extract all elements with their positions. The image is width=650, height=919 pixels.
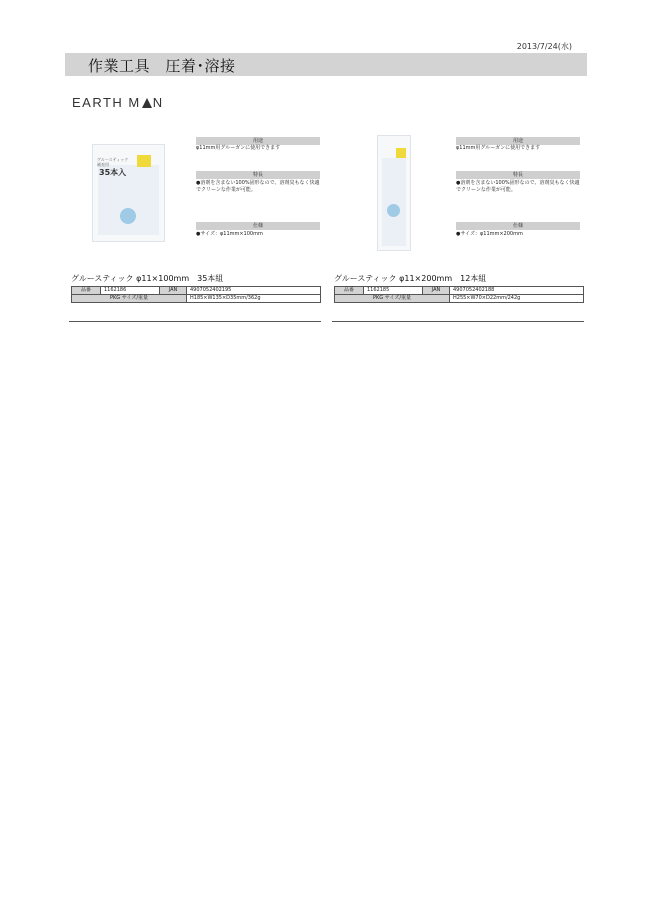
spec-header: 仕様 xyxy=(196,222,320,230)
product-photo xyxy=(377,135,411,251)
features-text: ●溶剤を含まない100%固形なので、溶剤臭もなく快適でクリーンな作業が可能。 xyxy=(456,180,580,193)
pkg-size: H185×W135×D35mm/362g xyxy=(187,295,321,303)
uses-header: 用途 xyxy=(456,137,580,145)
product-info-table xyxy=(334,286,584,303)
jan-code: 4907052402195 xyxy=(187,287,321,295)
product-name: グルースティック φ11×100mm 35本組 xyxy=(71,274,224,283)
pkg-label: PKG サイズ/重量 xyxy=(72,295,187,303)
product-info-table xyxy=(71,286,321,303)
uses-text: φ11mm用グルーガンに使用できます xyxy=(456,145,541,151)
divider xyxy=(332,321,584,322)
code-label: 品番 xyxy=(335,287,364,295)
product-photo: グルースティック 補充用 35本入 xyxy=(92,144,165,242)
jan-label: JAN xyxy=(160,287,187,295)
uses-text: φ11mm用グルーガンに使用できます xyxy=(196,145,281,151)
date-stamp: 2013/7/24(水) xyxy=(516,42,572,51)
features-text: ●溶剤を含まない100%固形なので、溶剤臭もなく快適でクリーンな作業が可能。 xyxy=(196,180,320,193)
pkg-size: H255×W70×D22mm/242g xyxy=(450,295,584,303)
code-label: 品番 xyxy=(72,287,101,295)
product-name: グルースティック φ11×200mm 12本組 xyxy=(334,274,487,283)
divider xyxy=(69,321,321,322)
product-code: 1162186 xyxy=(101,287,160,295)
pkg-label: PKG サイズ/重量 xyxy=(335,295,450,303)
jan-code: 4907052402188 xyxy=(450,287,584,295)
spec-header: 仕様 xyxy=(456,222,580,230)
category-title: 作業工具 圧着･溶接 xyxy=(88,57,236,75)
logo-triangle-icon xyxy=(142,98,152,108)
features-header: 特長 xyxy=(456,171,580,179)
brand-logo: EARTH M N xyxy=(72,95,164,110)
category-header xyxy=(65,53,587,76)
jan-label: JAN xyxy=(423,287,450,295)
photo-count-label: 35本入 xyxy=(99,168,127,177)
spec-text: ●サイズ：φ11mm×100mm xyxy=(196,231,263,237)
uses-header: 用途 xyxy=(196,137,320,145)
product-code: 1162185 xyxy=(364,287,423,295)
spec-text: ●サイズ：φ11mm×200mm xyxy=(456,231,523,237)
features-header: 特長 xyxy=(196,171,320,179)
